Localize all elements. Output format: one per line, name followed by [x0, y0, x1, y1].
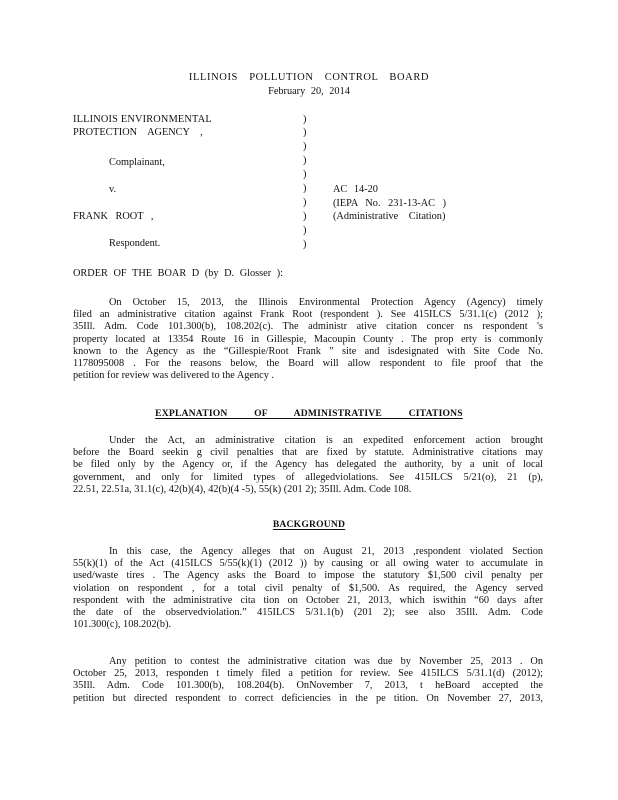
paragraph-line: 1178095008 . For the reasons below, the Board will allow respondent to file proof that the — [73, 357, 543, 369]
caption-paren: ) — [303, 169, 307, 180]
paragraph-line: the date of the observedviolation.” 415ILCS 5/31.1(b) (201 2); see also 35Ill. Adm. Code — [73, 606, 543, 618]
respondent-name: FRANK ROOT , — [73, 211, 154, 222]
paragraph-line: 101.300(c), 108.202(b). — [73, 619, 172, 631]
complainant-role: Complainant, — [109, 157, 165, 168]
paragraph-line: known to the Agency as the “Gillespie/Root Frank ” site and isdesignated with Site Code No. — [73, 345, 543, 357]
paragraph-line: filed an administrative citation against Frank Root (respondent ). See 415ILCS 5/31.1(c) (2012 ); — [73, 309, 543, 321]
order-date: February 20, 2014 — [268, 86, 350, 97]
caption-paren: ) — [303, 155, 307, 166]
paragraph-line: petition but directed respondent to correct deficiencies in the pe tition. On November 27, 2013, — [73, 692, 543, 704]
paragraph-line: petition for review was delivered to the Agency . — [73, 370, 275, 382]
caption-paren: ) — [303, 141, 307, 152]
board-title: ILLINOIS POLLUTION CONTROL BOARD — [188, 72, 430, 83]
complainant-name-line1: ILLINOIS ENVIRONMENTAL — [73, 114, 212, 125]
paragraph-line: Any petition to contest the administrative citation was due by November 25, 2013 . On — [109, 656, 543, 667]
iepa-number: (IEPA No. 231-13-AC ) — [333, 198, 447, 209]
paragraph-line: respondent with the administrative cita tion on October 21, 2013, which iswithin “60 days after — [73, 594, 543, 606]
paragraph-line: used/waste tires . The Agency asks the Board to impose the statutory $1,500 civil penalty per — [73, 570, 543, 582]
paragraph-line: before the Board seekin g civil penalties that are fixed by statute. Administrative citations may — [73, 447, 543, 459]
case-type: (Administrative Citation) — [333, 211, 446, 222]
case-number: AC 14-20 — [333, 184, 378, 195]
paragraph-line: property located at 13354 Route 16 in Gillespie, Macoupin County . The prop erty is commonly — [73, 333, 543, 345]
paragraph-line: 55(k)(1) of the Act (415ILCS 5/55(k)(1) (2012 )) by causing or all owing water to accumulate in — [73, 558, 543, 570]
intro-paragraph — [73, 297, 543, 382]
paragraph-line: government, and only for limited types of allegedviolations. See 415ILCS 5/21(o), 21 (p), — [73, 471, 543, 483]
caption-paren: ) — [303, 225, 307, 236]
caption-paren: ) — [303, 197, 307, 208]
explanation-paragraph — [73, 435, 543, 496]
paragraph-line: October 25, 2013, responden t timely filed a petition for review. See 415ILCS 5/31.1(d) (2012); — [73, 668, 543, 680]
paragraph-line: be filed only by the Agency or, if the Agency has delegated the authority, by a unit of local — [73, 459, 543, 471]
paragraph-line: On October 15, 2013, the Illinois Environmental Protection Agency (Agency) timely — [109, 297, 543, 308]
explanation-heading: EXPLANATION OF ADMINISTRATIVE CITATIONS — [155, 408, 463, 419]
paragraph-line: 35Ill. Adm. Code 101.300(b), 108.204(b). OnNovember 7, 2013, t heBoard accepted the — [73, 680, 543, 692]
caption-paren: ) — [303, 127, 307, 138]
paragraph-line: In this case, the Agency alleges that on August 21, 2013 ,respondent violated Section — [109, 546, 543, 557]
caption-paren: ) — [303, 239, 307, 250]
paragraph-line: Under the Act, an administrative citation is an expedited enforcement action brought — [109, 435, 543, 446]
caption-paren: ) — [303, 114, 307, 125]
background-paragraph-2 — [73, 656, 543, 705]
versus-label: v. — [109, 184, 117, 195]
caption-paren: ) — [303, 183, 307, 194]
respondent-role: Respondent. — [109, 238, 161, 249]
paragraph-line: 35Ill. Adm. Code 101.300(b), 108.202(c). The administr ative citation concer ns respondent 's — [73, 321, 543, 333]
caption-paren: ) — [303, 211, 307, 222]
complainant-name-line2: PROTECTION AGENCY , — [73, 127, 203, 138]
paragraph-line: 22.51, 22.51a, 31.1(c), 42(b)(4), 42(b)(4 -5), 55(k) (201 2); 35Ill. Adm. Code 108. — [73, 483, 412, 495]
background-paragraph-1 — [73, 546, 543, 631]
paragraph-line: violation on respondent , for a total civil penalty of $1,500. As required, the Agency served — [73, 582, 543, 594]
order-line: ORDER OF THE BOAR D (by D. Glosser ): — [73, 268, 284, 279]
background-heading: BACKGROUND — [272, 519, 346, 530]
